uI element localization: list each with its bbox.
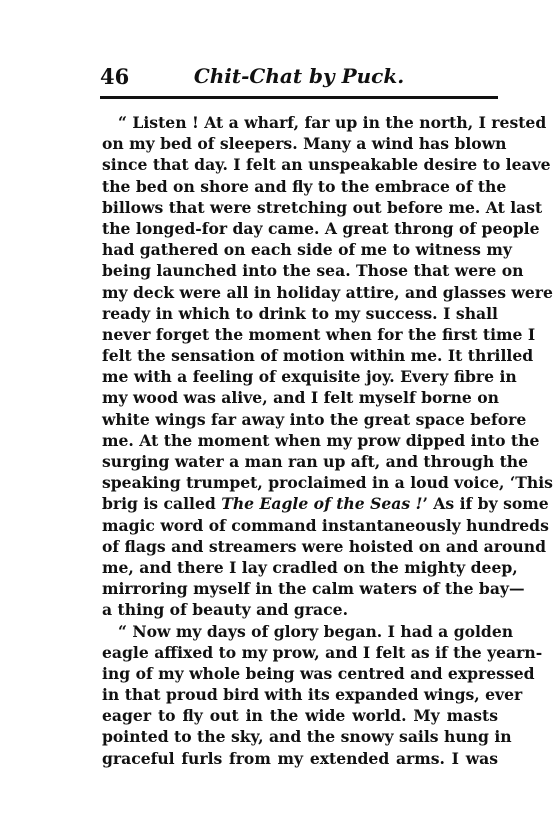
page-number: 46 bbox=[100, 64, 130, 89]
text-line: of flags and streamers were hoisted on and around bbox=[102, 536, 546, 556]
text-line: ready in which to drink to my success. I shall bbox=[102, 303, 498, 323]
page-header bbox=[100, 62, 498, 92]
text-line: a thing of beauty and grace. bbox=[102, 600, 349, 620]
text-line: pointed to the sky, and the snowy sails hung in bbox=[102, 727, 512, 747]
text-line: in that proud bird with its expanded wings, ever bbox=[102, 685, 523, 705]
text-line: white wings far away into the great space before bbox=[102, 409, 527, 429]
text-line: “ Now my days of glory began. I had a golden bbox=[118, 621, 514, 641]
text-line: since that day. I felt an unspeakable desire to leave bbox=[102, 155, 551, 175]
text-line: billows that were stretching out before me. At last bbox=[102, 197, 543, 217]
text-line: magic word of command instantaneously hundreds bbox=[102, 515, 549, 535]
text-line: had gathered on each side of me to witness my bbox=[102, 240, 512, 260]
text-line: surging water a man ran up aft, and through the bbox=[102, 452, 529, 471]
body-text bbox=[102, 112, 553, 769]
header-rule bbox=[100, 96, 498, 99]
text-line: my wood was alive, and I felt myself borne on bbox=[102, 388, 500, 408]
text-line-ship-name bbox=[102, 493, 549, 514]
ship-name: The Eagle of the Seas ! bbox=[221, 494, 423, 514]
text-line: on my bed of sleepers. Many a wind has blown bbox=[102, 134, 507, 154]
text-line: the longed-for day came. A great throng of people bbox=[102, 218, 540, 238]
text-line: eager to fly out in the wide world. My masts bbox=[102, 706, 498, 726]
text-line: eagle affixed to my prow, and I felt as if the yearn- bbox=[102, 642, 543, 662]
text-line: mirroring myself in the calm waters of the bay— bbox=[102, 579, 525, 599]
text-segment: brig is called bbox=[102, 494, 222, 514]
text-line: felt the sensation of motion within me. It thrilled bbox=[102, 346, 534, 366]
text-line: “ Listen ! At a wharf, far up in the north, I rested bbox=[118, 113, 547, 132]
text-line: me, and there I lay cradled on the mighty deep, bbox=[102, 557, 518, 577]
text-line: being launched into the sea. Those that were on bbox=[102, 261, 524, 281]
text-segment: ’ As if by some bbox=[422, 494, 549, 514]
text-line: ing of my whole being was centred and expressed bbox=[102, 663, 535, 683]
text-line: me with a feeling of exquisite joy. Every fibre in bbox=[102, 367, 517, 387]
text-line: the bed on shore and fly to the embrace of the bbox=[102, 176, 507, 196]
text-line: my deck were all in holiday attire, and glasses were bbox=[102, 282, 553, 302]
text-line: graceful furls from my extended arms. I was bbox=[102, 748, 498, 768]
running-head: Chit-Chat by Puck. bbox=[193, 64, 405, 88]
text-line: speaking trumpet, proclaimed in a loud voice, ‘This bbox=[102, 473, 553, 493]
text-line: never forget the moment when for the first time I bbox=[102, 324, 536, 344]
text-line: me. At the moment when my prow dipped into the bbox=[102, 430, 540, 450]
